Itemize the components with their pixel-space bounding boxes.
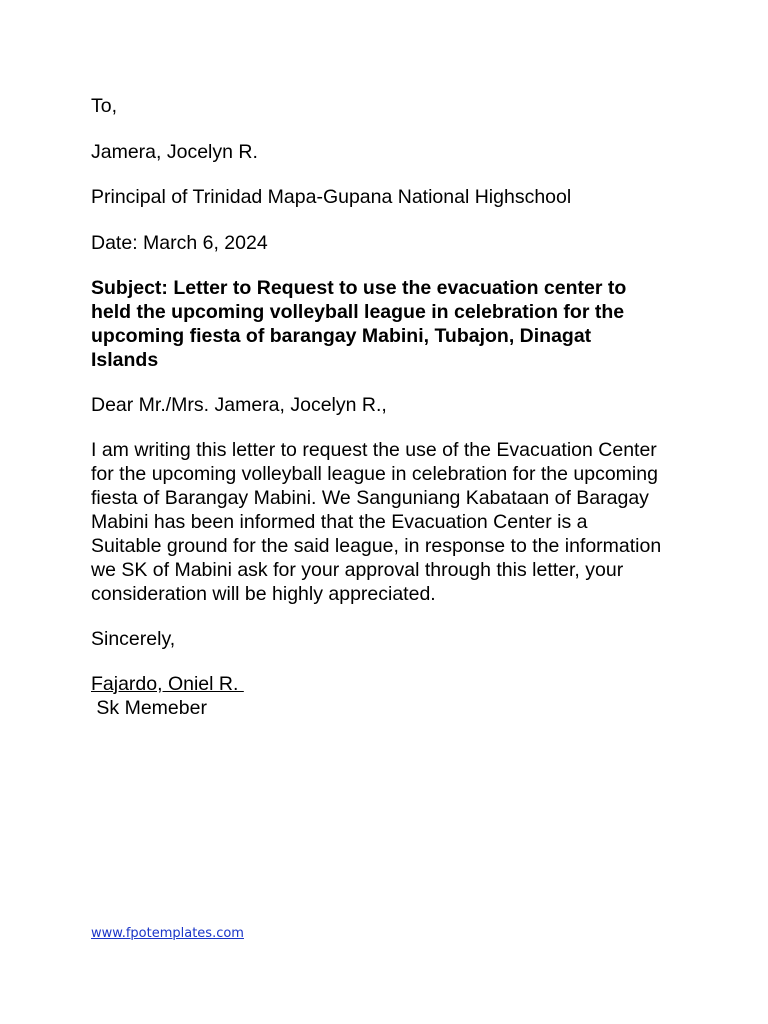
letter-page [91, 0, 691, 1024]
body-line: for the upcoming volleyball league in celebration for the upcoming [91, 463, 658, 485]
body-line: Mabini has been informed that the Evacuation Center is a [91, 511, 588, 533]
subject-block [91, 276, 671, 372]
body-line: we SK of Mabini ask for your approval through this letter, your [91, 559, 624, 581]
recipient-title: Principal of Trinidad Mapa-Gupana National Highschool [91, 186, 572, 208]
subject-line: upcoming fiesta of barangay Mabini, Tubajon, Dinagat [91, 325, 592, 347]
subject-line: held the upcoming volleyball league in celebration for the [91, 301, 625, 323]
closing: Sincerely, [91, 628, 176, 650]
subject-line: Islands [91, 349, 159, 371]
body-line: fiesta of Barangay Mabini. We Sanguniang Kabataan of Baragay [91, 487, 649, 509]
body-line: consideration will be highly appreciated. [91, 583, 436, 605]
greeting: Dear Mr./Mrs. Jamera, Jocelyn R., [91, 394, 387, 416]
body-line: Suitable ground for the said league, in response to the information [91, 535, 662, 557]
recipient-name: Jamera, Jocelyn R. [91, 141, 258, 163]
letter-date: Date: March 6, 2024 [91, 232, 268, 254]
body-line: I am writing this letter to request the use of the Evacuation Center [91, 439, 657, 461]
subject-line: Subject: Letter to Request to use the evacuation center to [91, 277, 627, 299]
footer-website-link[interactable]: www.fpotemplates.com [91, 926, 244, 941]
body-paragraph [91, 438, 691, 606]
salutation-to: To, [91, 95, 118, 117]
signer-role: Sk Memeber [91, 697, 207, 719]
signer-name: Fajardo, Oniel R. [91, 673, 244, 695]
